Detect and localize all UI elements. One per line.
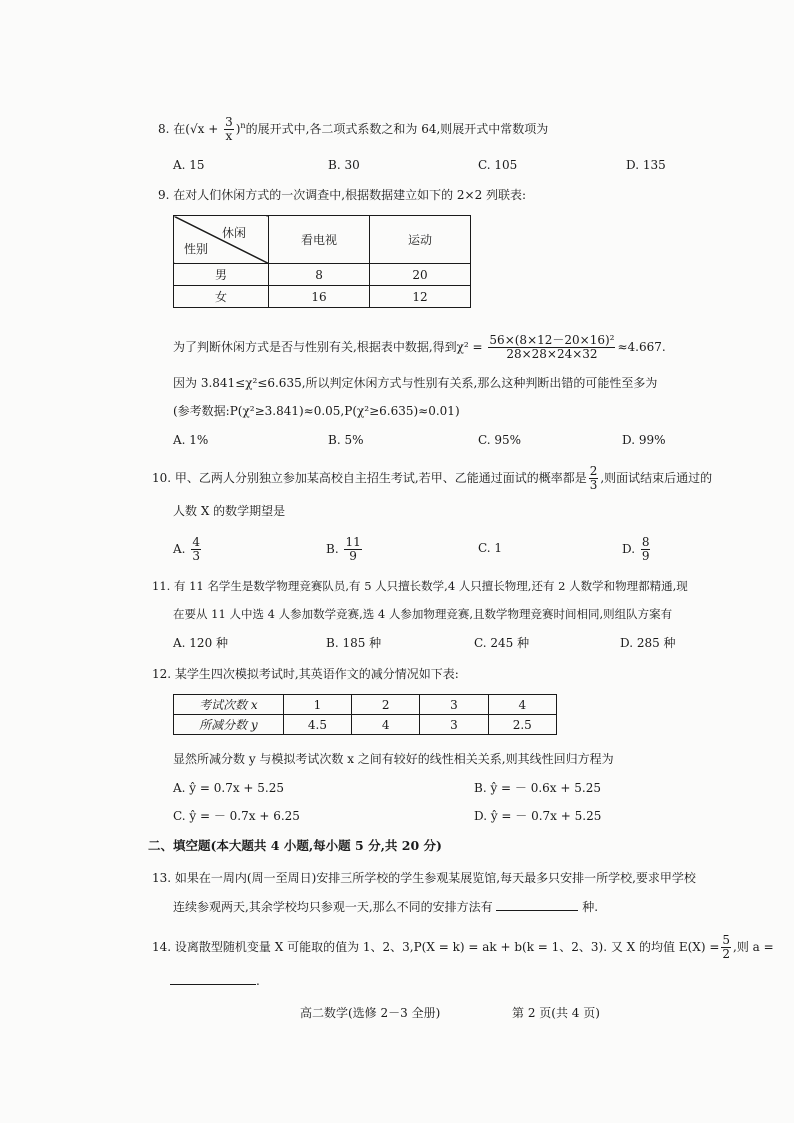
q8-fraction — [224, 116, 234, 143]
q12-score-table — [173, 694, 557, 735]
q14-answer-blank[interactable] — [170, 972, 256, 985]
q11-option-a[interactable]: A. 120 种 — [173, 636, 229, 650]
q9-row-female-tv: 16 — [269, 286, 370, 308]
q12-row2-v3: 3 — [420, 715, 488, 735]
q8-frac-den: x — [225, 129, 233, 143]
q14-tail: . — [256, 974, 260, 988]
q9-row-female-label: 女 — [174, 286, 269, 308]
q9-header-tv: 看电视 — [269, 216, 370, 264]
q11-line1: 11. 有 11 名学生是数学物理竞赛队员,有 5 人只擅长数学,4 人只擅长物理,还有 2 人数学和物理都精通,现 — [152, 579, 688, 593]
q10-option-d[interactable] — [622, 536, 652, 563]
q8-frac-num: 3 — [225, 115, 233, 129]
q14-answer-line — [170, 972, 260, 990]
footer-course: 高二数学(选修 2－3 全册) — [300, 1006, 441, 1020]
q10-fraction — [589, 465, 599, 492]
q9-line3: (参考数据:P(χ²≥3.841)≈0.05,P(χ²≥6.635)≈0.01) — [173, 404, 460, 418]
q9-intro: 9. 在对人们休闲方式的一次调查中,根据数据建立如下的 2×2 列联表: — [158, 188, 527, 202]
q8-option-d[interactable]: D. 135 — [626, 158, 666, 172]
q9-row-female-sport: 12 — [370, 286, 471, 308]
q14-frac-num: 5 — [722, 933, 731, 947]
q8-stem-post: 的展开式中,各二项式系数之和为 64,则展开式中常数项为 — [245, 122, 549, 136]
q14-line — [152, 934, 774, 961]
q10-frac-num: 2 — [589, 464, 598, 478]
q9-option-a[interactable]: A. 1% — [173, 433, 209, 447]
q13-line1: 13. 如果在一周内(周一至周日)安排三所学校的学生参观某展览馆,每天最多只安排一所学校,要求甲学校 — [152, 871, 696, 885]
q9-contingency-table — [173, 215, 471, 308]
q10-line1-post: ,则面试结束后通过的 — [600, 471, 713, 485]
q14-pre: 14. 设离散型随机变量 X 可能取的值为 1、2、3,P(X = k) = ak + b(k = 1、2、3). 又 X 的均值 E(X) = — [152, 940, 720, 954]
section-title-fill-in: 二、填空题(本大题共 4 小题,每小题 5 分,共 20 分) — [148, 838, 442, 853]
q10-option-b-num: 11 — [345, 535, 361, 549]
q12-option-b[interactable]: B. ŷ = － 0.6x + 5.25 — [474, 781, 601, 795]
q9-row-male-tv: 8 — [269, 264, 370, 286]
q12-row2-v2: 4 — [352, 715, 420, 735]
q10-option-a-letter: A. — [173, 542, 186, 556]
q12-option-a[interactable]: A. ŷ = 0.7x + 5.25 — [173, 781, 285, 795]
q12-intro: 12. 某学生四次模拟考试时,其英语作文的减分情况如下表: — [152, 667, 459, 681]
q12-row1-v1: 1 — [283, 695, 351, 715]
q9-chi-num: 56×(8×12－20×16)² — [489, 333, 615, 347]
q10-option-d-den: 9 — [641, 549, 650, 563]
q10-option-d-fraction — [641, 536, 651, 563]
q10-option-b-fraction — [344, 536, 361, 563]
q9-header-sport: 运动 — [370, 216, 471, 264]
q11-option-b[interactable]: B. 185 种 — [326, 636, 382, 650]
q10-option-a-fraction — [191, 536, 201, 563]
q8-close: ) — [235, 122, 241, 136]
q11-option-d[interactable]: D. 285 种 — [620, 636, 676, 650]
q10-line2: 人数 X 的数学期望是 — [173, 504, 286, 518]
q9-option-b[interactable]: B. 5% — [328, 433, 364, 447]
q10-line1-pre: 10. 甲、乙两人分别独立参加某高校自主招生考试,若甲、乙能通过面试的概率都是 — [152, 471, 587, 485]
q14-post: ,则 a = — [733, 940, 774, 954]
q12-row1-v2: 2 — [352, 695, 420, 715]
q8-sqrt: √x — [189, 122, 205, 136]
q12-row2-v4: 2.5 — [488, 715, 556, 735]
q11-option-c[interactable]: C. 245 种 — [474, 636, 530, 650]
q10-option-a[interactable] — [173, 536, 203, 563]
q10-option-b[interactable] — [326, 536, 364, 563]
q13-answer-blank[interactable] — [496, 898, 578, 911]
q8-option-c[interactable]: C. 105 — [478, 158, 518, 172]
q10-line1 — [152, 465, 712, 492]
q8-stem — [158, 116, 548, 143]
q13-line2-pre: 连续参观两天,其余学校均只参观一天,那么不同的安排方法有 — [173, 900, 493, 914]
q9-chi-fraction — [488, 334, 615, 361]
q8-stem-pre: 8. 在( — [158, 122, 190, 136]
q9-line1-pre: 为了判断休闲方式是否与性别有关,根据表中数据,得到 — [173, 340, 457, 354]
q12-row2-label: 所减分数 y — [174, 715, 284, 735]
q10-frac-den: 3 — [589, 478, 598, 492]
q10-option-b-den: 9 — [349, 549, 357, 563]
q9-chi-post: ≈4.667. — [617, 340, 666, 354]
q12-option-d[interactable]: D. ŷ = － 0.7x + 5.25 — [474, 809, 602, 823]
q10-option-d-letter: D. — [622, 542, 636, 556]
q8-option-a[interactable]: A. 15 — [173, 158, 205, 172]
footer-page-number: 第 2 页(共 4 页) — [512, 1006, 600, 1020]
q8-plus: + — [208, 122, 219, 136]
q13-line2 — [173, 898, 598, 916]
q10-option-a-den: 3 — [192, 549, 200, 563]
q8-exponent: n — [240, 121, 246, 130]
q14-frac-den: 2 — [722, 947, 731, 961]
q9-corner-bottom: 性别 — [184, 242, 209, 256]
q9-chi-den: 28×28×24×32 — [506, 347, 598, 361]
q9-corner-top: 休闲 — [222, 226, 247, 240]
q10-option-a-num: 4 — [192, 535, 200, 549]
q13-line2-post: 种. — [582, 900, 599, 914]
q12-row1-v3: 3 — [420, 695, 488, 715]
q9-line1 — [173, 334, 666, 361]
q9-option-d[interactable]: D. 99% — [622, 433, 666, 447]
q9-chi-label: χ² = — [456, 340, 483, 354]
q8-option-b[interactable]: B. 30 — [328, 158, 360, 172]
q9-line2: 因为 3.841≤χ²≤6.635,所以判定休闲方式与性别有关系,那么这种判断出错的可能性至多为 — [173, 376, 658, 390]
q12-row2-v1: 4.5 — [283, 715, 351, 735]
q9-table-corner — [174, 216, 269, 264]
q12-option-c[interactable]: C. ŷ = － 0.7x + 6.25 — [173, 809, 300, 823]
q9-row-male-label: 男 — [174, 264, 269, 286]
q9-option-c[interactable]: C. 95% — [478, 433, 522, 447]
q12-row1-v4: 4 — [488, 695, 556, 715]
q10-option-c[interactable]: C. 1 — [478, 541, 503, 555]
q12-row1-label: 考试次数 x — [174, 695, 284, 715]
q10-option-b-letter: B. — [326, 542, 339, 556]
q14-fraction — [721, 934, 731, 961]
q12-line: 显然所减分数 y 与模拟考试次数 x 之间有较好的线性相关关系,则其线性回归方程为 — [173, 752, 614, 766]
q11-line2: 在要从 11 人中选 4 人参加数学竞赛,选 4 人参加物理竞赛,且数学物理竞赛时间相同,则组队方案有 — [173, 607, 673, 621]
q9-row-male-sport: 20 — [370, 264, 471, 286]
q10-option-d-num: 8 — [641, 535, 650, 549]
